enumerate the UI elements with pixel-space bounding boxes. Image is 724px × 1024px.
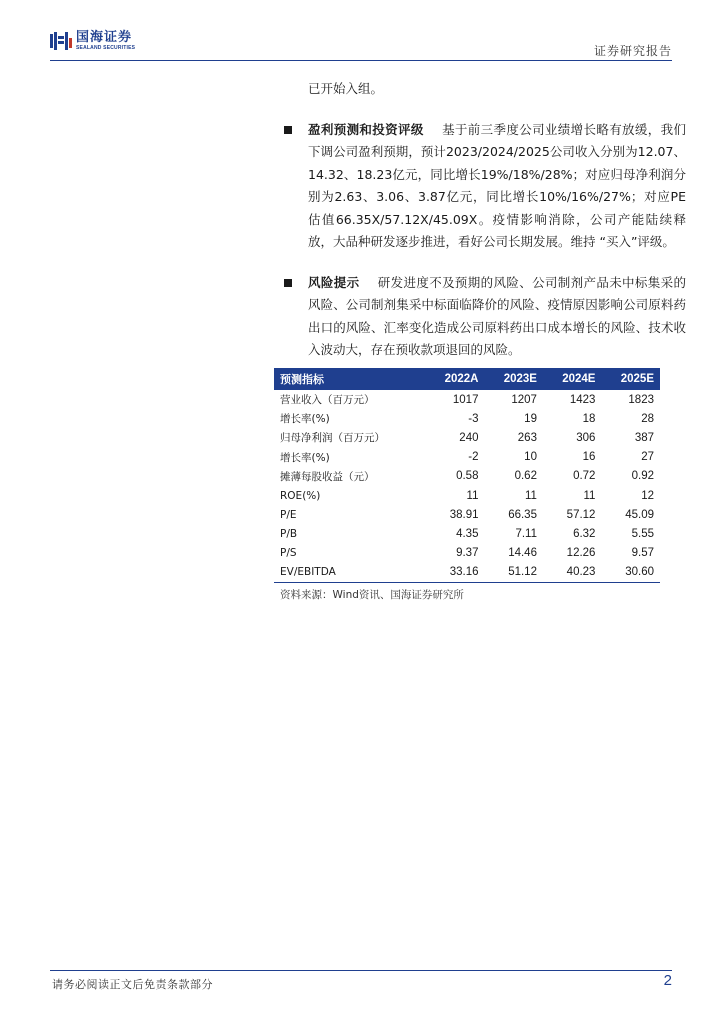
value-cell: 12 bbox=[641, 489, 654, 502]
column-header: 2022A bbox=[425, 368, 484, 390]
logo-english-name: SEALAND SECURITIES bbox=[76, 45, 136, 51]
value-cell: 263 bbox=[517, 431, 537, 444]
section-paragraph bbox=[308, 119, 686, 254]
value-cell: 11 bbox=[525, 489, 537, 502]
value-cell: 5.55 bbox=[631, 527, 654, 540]
row-label-cell: 摊薄每股收益（元） bbox=[280, 470, 375, 483]
value-cell: 9.37 bbox=[456, 547, 479, 560]
square-bullet-icon bbox=[284, 126, 292, 134]
column-header: 预测指标 bbox=[274, 368, 425, 390]
value-cell: 40.23 bbox=[543, 563, 601, 583]
value-cell: 306 bbox=[576, 431, 596, 444]
section-text: 基于前三季度公司业绩增长略有放缓，我们下调公司盈利预期，预计2023/2024/2025公司收入分别为12.07、14.32、18.23亿元，同比增长19%/18%/28%；对应归母净利润分别为2.63、3.06、3.87亿元，同比增长10%/16%/27%；对应PE估值66.35X/57.12X/45.09X。疫情影响消除，公司产能陆续释放，大品种研发逐步推进，看好公司长期发展。维持 “买入”评级。 bbox=[308, 121, 686, 249]
table-source-note: 资料来源：Wind资讯、国海证券研究所 bbox=[280, 588, 464, 601]
value-cell: 51.12 bbox=[484, 563, 542, 583]
sealand-logo-icon bbox=[50, 32, 72, 50]
footer-divider bbox=[50, 970, 672, 971]
value-cell: 387 bbox=[634, 431, 654, 444]
value-cell: 9.57 bbox=[631, 547, 654, 560]
value-cell: 57.12 bbox=[566, 508, 596, 521]
value-cell: 1207 bbox=[511, 393, 537, 406]
value-cell: 11 bbox=[583, 489, 596, 502]
row-label-cell: 营业收入（百万元） bbox=[280, 394, 375, 407]
column-header: 2024E bbox=[543, 368, 601, 390]
square-bullet-icon bbox=[284, 279, 292, 287]
table-row bbox=[274, 390, 660, 409]
table-row bbox=[274, 486, 660, 505]
value-cell: 27 bbox=[641, 451, 654, 464]
disclaimer-note: 请务必阅读正文后免责条款部分 bbox=[52, 978, 213, 991]
page-header bbox=[0, 0, 724, 60]
report-type-label: 证券研究报告 bbox=[593, 44, 672, 58]
section-heading: 盈利预测和投资评级 bbox=[308, 121, 424, 137]
logo-chinese-name: 国海证券 bbox=[76, 30, 133, 45]
value-cell: 1017 bbox=[452, 393, 479, 406]
value-cell: 18 bbox=[582, 412, 596, 425]
row-label-cell: 归母净利润（百万元） bbox=[280, 432, 385, 445]
table-row bbox=[274, 467, 660, 486]
value-cell: 28 bbox=[641, 412, 654, 425]
section-risk-warning bbox=[282, 272, 686, 362]
value-cell: 38.91 bbox=[449, 508, 479, 521]
value-cell: -3 bbox=[468, 412, 479, 425]
section-paragraph bbox=[308, 272, 686, 362]
table-row bbox=[274, 563, 660, 583]
table-row bbox=[274, 524, 660, 543]
value-cell: 66.35 bbox=[508, 508, 537, 521]
table-header-row bbox=[274, 368, 660, 390]
value-cell: 19 bbox=[524, 412, 537, 425]
value-cell: -2 bbox=[468, 451, 479, 464]
row-label-cell: 增长率(%) bbox=[280, 413, 330, 426]
value-cell: 1423 bbox=[569, 393, 596, 406]
value-cell: 16 bbox=[582, 451, 596, 464]
value-cell: 10 bbox=[524, 451, 537, 464]
value-cell: 11 bbox=[466, 489, 479, 502]
value-cell: 14.46 bbox=[508, 547, 537, 560]
value-cell: 7.11 bbox=[515, 527, 537, 540]
value-cell: 0.72 bbox=[573, 470, 596, 483]
value-cell: 0.62 bbox=[514, 470, 537, 483]
section-earnings-forecast bbox=[282, 119, 686, 254]
column-header: 2023E bbox=[484, 368, 542, 390]
forecast-table-container bbox=[274, 368, 660, 602]
row-label-cell: P/E bbox=[280, 508, 297, 521]
page-number: 2 bbox=[663, 972, 672, 989]
row-label-cell: 增长率(%) bbox=[280, 451, 330, 464]
row-label-cell: EV/EBITDA bbox=[274, 563, 425, 583]
row-label-cell: P/S bbox=[280, 547, 297, 560]
value-cell: 45.09 bbox=[625, 508, 654, 521]
main-content bbox=[282, 78, 686, 362]
value-cell: 0.92 bbox=[631, 470, 654, 483]
header-divider bbox=[50, 60, 672, 61]
table-row bbox=[274, 409, 660, 428]
value-cell: 4.35 bbox=[456, 527, 479, 540]
value-cell: 33.16 bbox=[425, 563, 484, 583]
company-logo bbox=[50, 30, 135, 52]
value-cell: 1823 bbox=[628, 393, 654, 406]
row-label-cell: P/B bbox=[280, 527, 298, 540]
value-cell: 12.26 bbox=[566, 547, 596, 560]
table-row bbox=[274, 428, 660, 447]
table-row bbox=[274, 448, 660, 467]
value-cell: 6.32 bbox=[573, 527, 596, 540]
continuation-paragraph: 已开始入组。 bbox=[308, 81, 384, 96]
table-row bbox=[274, 544, 660, 563]
section-heading: 风险提示 bbox=[308, 274, 360, 290]
value-cell: 0.58 bbox=[456, 470, 479, 483]
value-cell: 30.60 bbox=[601, 563, 660, 583]
value-cell: 240 bbox=[459, 431, 479, 444]
row-label-cell: ROE(%) bbox=[280, 489, 321, 502]
table-row bbox=[274, 505, 660, 524]
forecast-table bbox=[274, 368, 660, 583]
column-header: 2025E bbox=[601, 368, 660, 390]
section-text: 研发进度不及预期的风险、公司制剂产品未中标集采的风险、公司制剂集采中标面临降价的风险、疫情原因影响公司原料药出口的风险、汇率变化造成公司原料药出口成本增长的风险、技术收入波动大，存在预收款项退回的风险。 bbox=[308, 274, 686, 357]
